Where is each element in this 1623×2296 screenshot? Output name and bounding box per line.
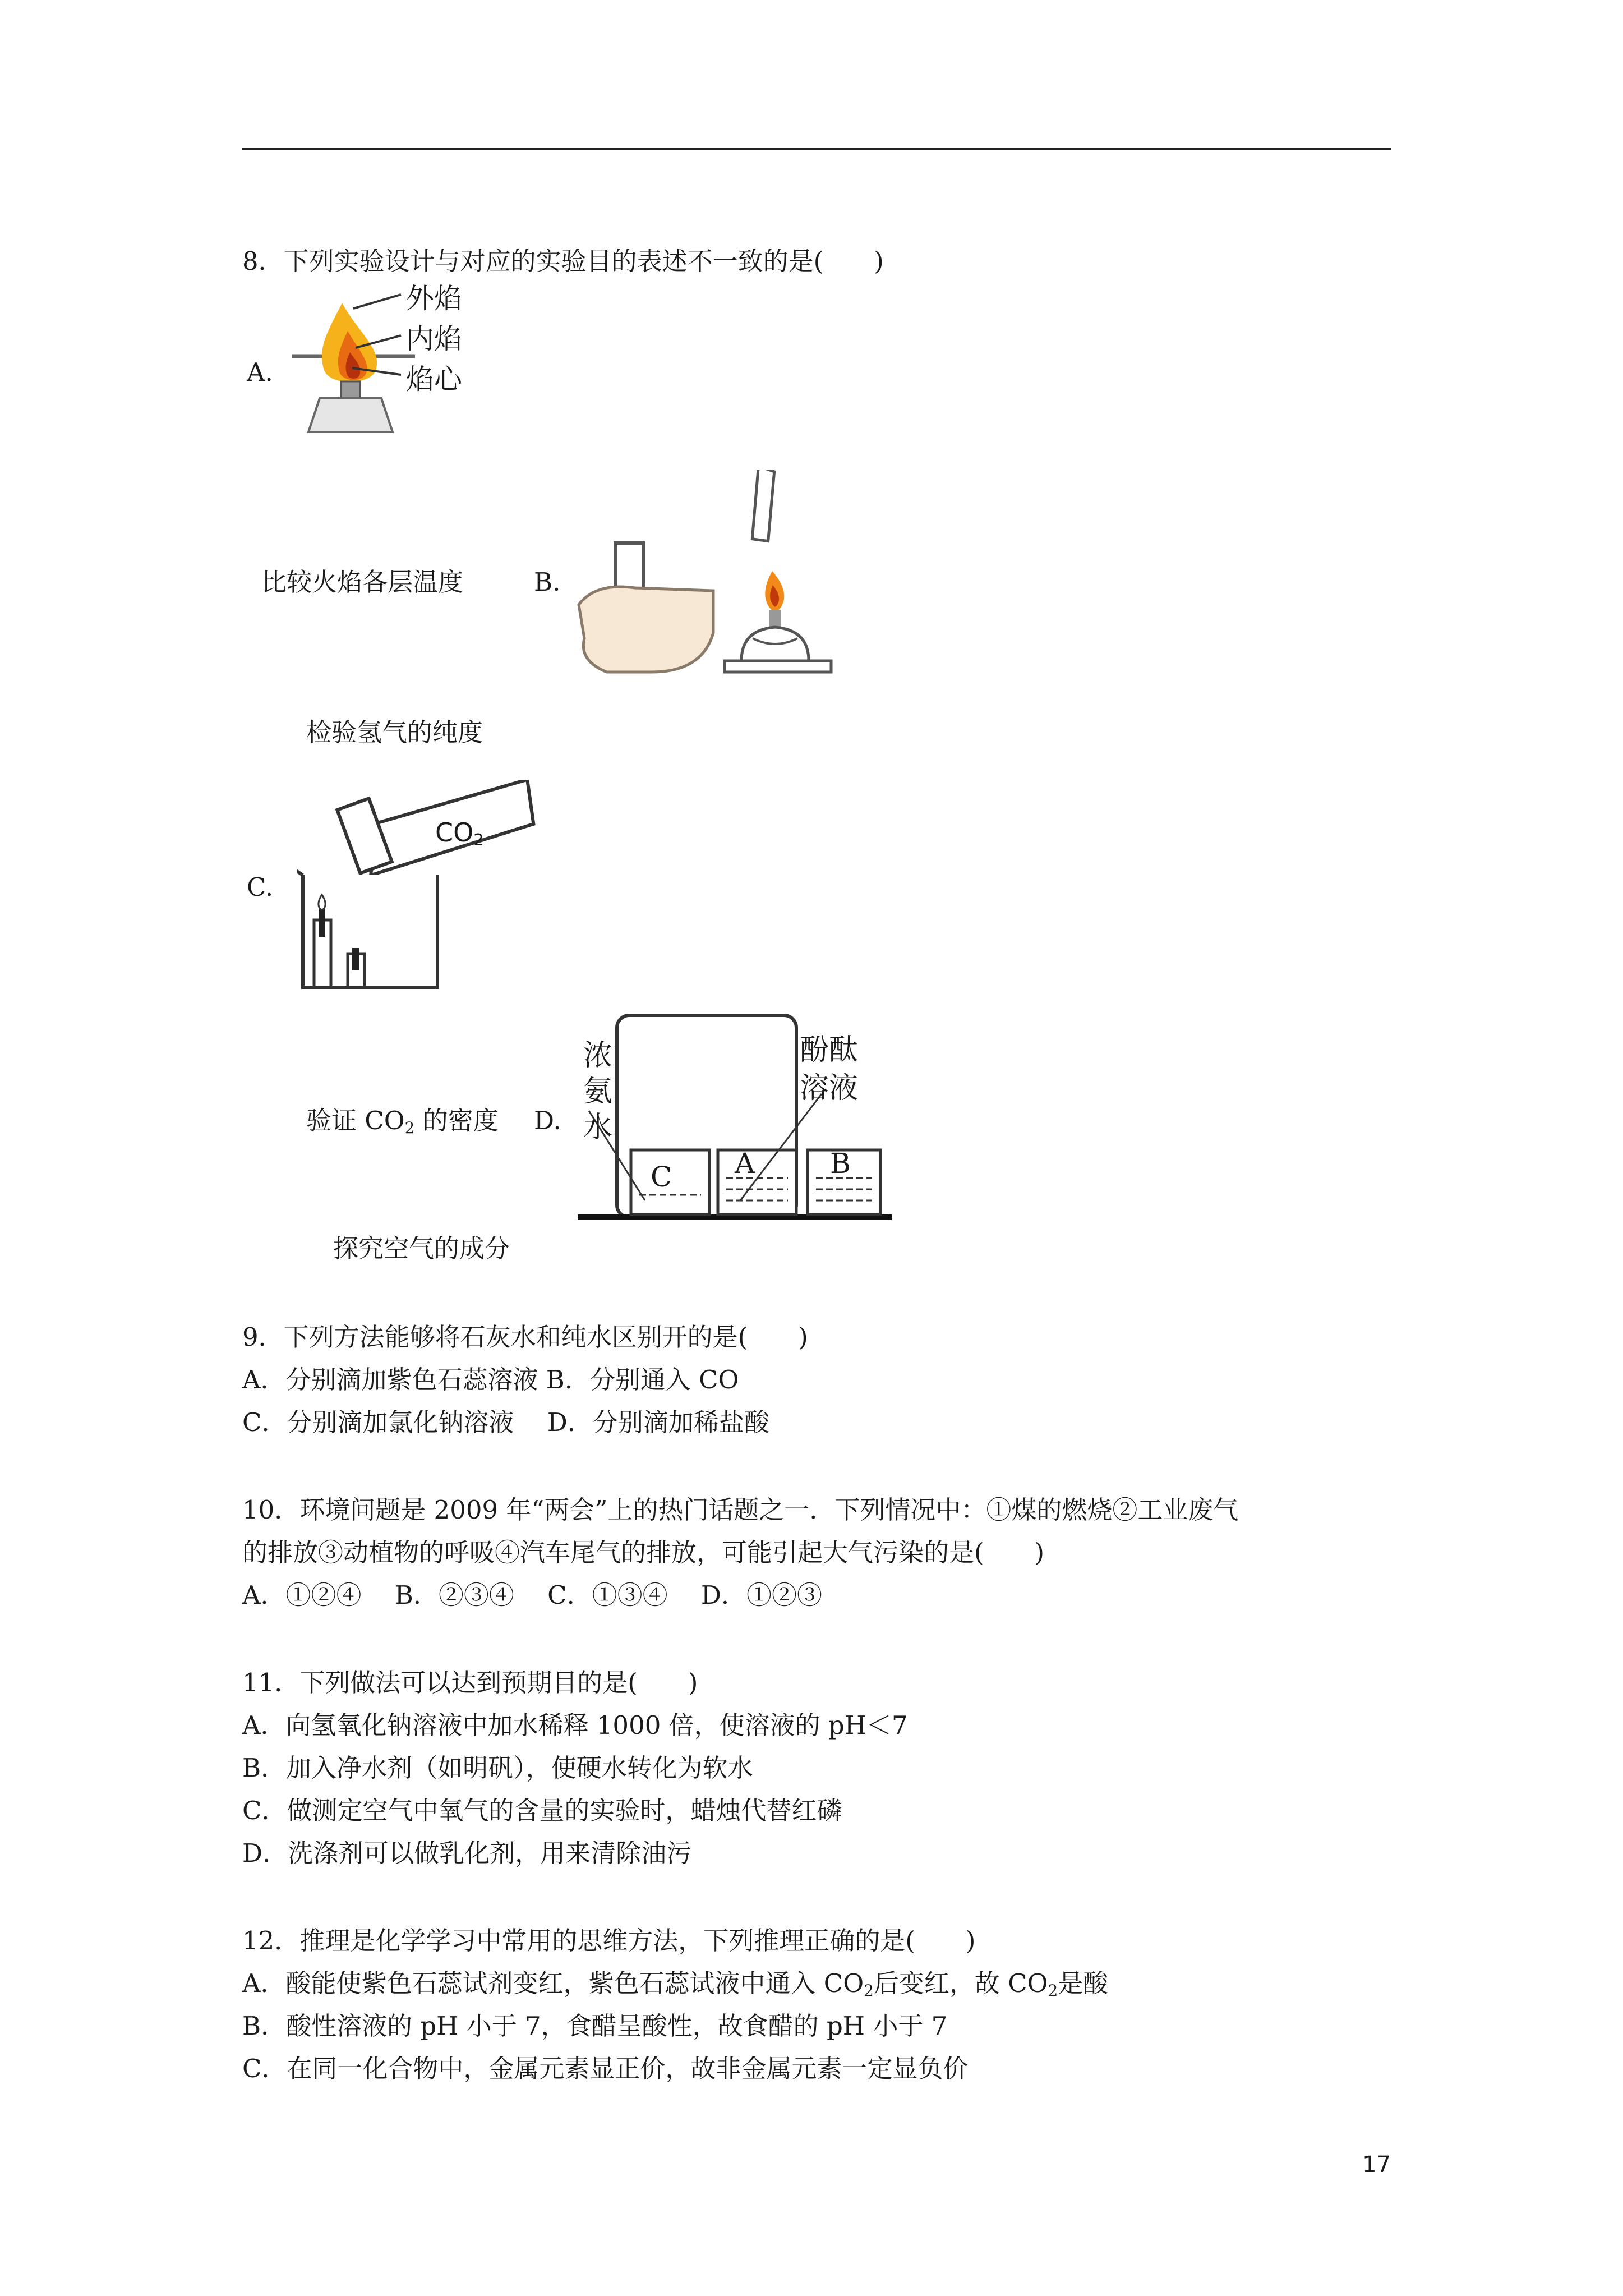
q12-option-b: B．酸性溶液的 pH 小于 7，食醋呈酸性，故食醋的 pH 小于 7 (242, 2011, 948, 2041)
q8-option-c-caption: 验证 $CO_2$ 的密度 (306, 1106, 499, 1137)
q11-stem: 11．下列做法可以达到预期目的是( ) (242, 1668, 698, 1697)
q11-option-b: B．加入净水剂（如明矾），使硬水转化为软水 (242, 1753, 753, 1783)
q11-option-c: C．做测定空气中氧气的含量的实验时，蜡烛代替红磷 (242, 1796, 842, 1825)
hydrogen-test-icon (573, 470, 842, 706)
flame-layers-icon (286, 286, 522, 454)
flame-inner-label: 内焰 (406, 323, 462, 355)
q8-option-b-letter: B. (534, 567, 561, 597)
q9-options-line2: C．分别滴加氯化钠溶液 D．分别滴加稀盐酸 (242, 1407, 769, 1437)
q10-stem-line1: 10．环境问题是 2009 年“两会”上的热门话题之一．下列情况中：①煤的燃烧②工业废气 (242, 1495, 1239, 1525)
q8-option-a-letter: A. (247, 357, 273, 387)
beaker-label-a: A (735, 1147, 755, 1180)
phenolphthalein-label-1: 酚酞 (800, 1033, 859, 1067)
q8-option-a-caption: 比较火焰各层温度 (261, 567, 464, 597)
ammonia-label-3: 水 (583, 1111, 613, 1144)
q10-options: A．①②④ B．②③④ C．①③④ D．①②③ (242, 1580, 822, 1610)
page-number: 17 (1362, 2152, 1391, 2178)
q8-option-b-caption: 检验氢气的纯度 (306, 717, 483, 747)
q12-option-c: C．在同一化合物中，金属元素显正价，故非金属元素一定显负价 (242, 2054, 969, 2083)
co2-pouring-icon (297, 780, 544, 1004)
ammonia-label-1: 浓 (583, 1039, 613, 1073)
q8-option-d-letter: D. (534, 1106, 561, 1135)
q12-option-a: A．酸能使紫色石蕊试剂变红，紫色石蕊试液中通入 $CO_2$后变红，故 $CO_2$是酸 (242, 1968, 1109, 2000)
phenolphthalein-label-2: 溶液 (800, 1071, 859, 1105)
q8-option-c-letter: C. (247, 872, 274, 902)
q11-option-d: D．洗涤剂可以做乳化剂，用来清除油污 (242, 1838, 692, 1868)
co2-bottle-label: $CO_2$ (435, 817, 484, 850)
ammonia-label-2: 氨 (583, 1075, 613, 1108)
flame-outer-label: 外焰 (406, 282, 462, 315)
q8-option-d-caption: 探究空气的成分 (333, 1234, 510, 1263)
header-rule (242, 148, 1391, 150)
q9-options-line1: A．分别滴加紫色石蕊溶液 B．分别通入 CO (242, 1365, 739, 1395)
q8-stem: 8．下列实验设计与对应的实验目的表述不一致的是( ) (242, 246, 884, 276)
q9-stem: 9．下列方法能够将石灰水和纯水区别开的是( ) (242, 1322, 808, 1352)
beaker-label-c: C (651, 1161, 672, 1193)
q11-option-a: A．向氢氧化钠溶液中加水稀释 1000 倍，使溶液的 pH＜7 (242, 1710, 908, 1740)
q10-stem-line2: 的排放③动植物的呼吸④汽车尾气的排放，可能引起大气污染的是( ) (242, 1538, 1045, 1567)
beaker-label-b: B (830, 1147, 851, 1180)
q12-stem: 12．推理是化学学习中常用的思维方法，下列推理正确的是( ) (242, 1926, 976, 1955)
flame-core-label: 焰心 (406, 363, 462, 395)
